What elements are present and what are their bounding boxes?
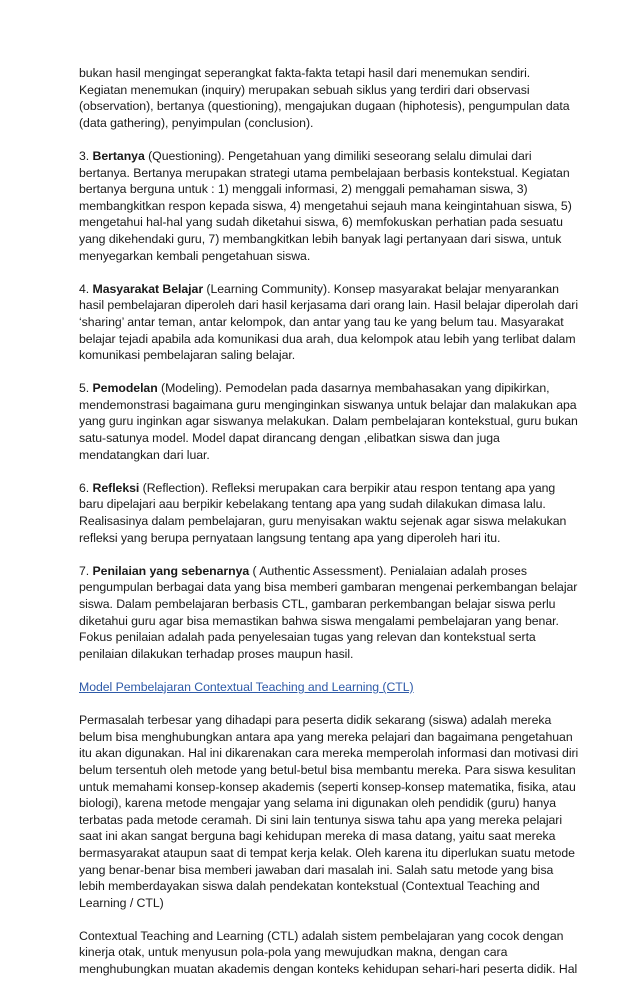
paragraph-text: Contextual Teaching and Learning (CTL) adalah sistem pembelajaran yang cocok dengan kinerja otak, untuk menyusun pola-pola yang mewujudkan makna, dengan cara menghubungkan muatan akademis dengan konteks kehidupan sehari-hari peserta didik. Hal	[79, 928, 578, 977]
paragraph-intro	[79, 65, 579, 131]
item-heading: Refleksi	[92, 480, 140, 495]
item-number: 7.	[79, 563, 93, 578]
item-heading: Pemodelan	[92, 381, 158, 396]
document-page	[79, 65, 579, 994]
paragraph-ctl-definition	[79, 928, 579, 978]
paragraph-text: (Modeling). Pemodelan pada dasarnya membahasakan yang dipikirkan, mendemonstrasi bagaimana guru menginginkan siswanya untuk belajar dan malakukan apa yang guru inginkan agar siswanya melakukan. Dalam pembelajaran kontekstual, guru bukan satu-satunya model. Model dapat dirancang dengan ,elibatkan siswa dan juga mendatangkan dari luar.	[79, 381, 578, 462]
paragraph-pemodelan	[79, 380, 579, 463]
item-number: 4.	[79, 281, 93, 296]
paragraph-permasalahan	[79, 712, 579, 911]
paragraph-text: ( Authentic Assessment). Penialaian adalah proses pengumpulan berbagai data yang bisa memberi gambaran mengenai perkembangan belajar siswa. Dalam pembelajaran berbasis CTL, gambaran perkembangan belajar siswa perlu diketahui guru agar bisa memastikan bahwa siswa mengalami pembelajaran yang benar. Fokus penilaian adalah pada penyelesaian tugas yang relevan dan kontekstual serta penilaian dilakukan terhadap proses maupun hasil.	[79, 563, 578, 661]
paragraph-text: (Reflection). Refleksi merupakan cara berpikir atau respon tentang apa yang baru dipelajari aau berpikir kebelakang tentang apa yang sudah dilakukan dimasa lalu. Realisasinya dalam pembelajaran, guru menyisakan waktu sejenak agar siswa melakukan refleksi yang berupa pernyataan langsung tentang apa yang diperoleh hari itu.	[79, 480, 567, 545]
paragraph-masyarakat-belajar	[79, 281, 579, 364]
item-heading: Bertanya	[92, 148, 145, 163]
paragraph-refleksi	[79, 480, 579, 546]
item-number: 5.	[79, 381, 93, 396]
paragraph-penilaian	[79, 563, 579, 663]
item-heading: Penilaian yang sebenarnya	[92, 563, 250, 578]
paragraph-text: (Learning Community). Konsep masyarakat belajar menyarankan hasil pembelajaran diperoleh dari hasil kerjasama dari orang lain. Hasil belajar diperolah dari ‘sharing’ antar teman, antar kelompok, dan antar yang tau ke yang belum tau. Masyarakat belajar tejadi apabila ada komunikasi dua arah, dua kelompok atau lebih yang terlibat dalam komunikasi pembelajaran saling belajar.	[79, 281, 579, 363]
ctl-model-link[interactable]: Model Pembelajaran Contextual Teaching and Learning (CTL)	[79, 679, 414, 694]
item-heading: Masyarakat Belajar	[92, 281, 204, 296]
item-number: 3.	[79, 148, 93, 163]
paragraph-bertanya	[79, 148, 579, 264]
paragraph-text: (Questioning). Pengetahuan yang dimiliki seseorang selalu dimulai dari bertanya. Bertanya merupakan strategi utama pembelajaan berbasis kontekstual. Kegiatan bertanya berguna untuk : 1) menggali informasi, 2) menggali pemahaman siswa, 3) membangkitkan respon kepada siswa, 4) mengetahui sejauh mana keingintahuan siswa, 5) mengetahui hal-hal yang sudah diketahui siswa, 6) memfokuskan perhatian pada sesuatu yang dikehendaki guru, 7) membangkitkan lebih banyak lagi pertanyaan dari siswa, untuk menyegarkan kembali pengetahuan siswa.	[79, 148, 572, 263]
paragraph-text: Permasalah terbesar yang dihadapi para peserta didik sekarang (siswa) adalah mereka belum bisa menghubungkan antara apa yang mereka pelajari dan bagaimana pengetahuan itu akan digunakan. Hal ini dikarenakan cara mereka memperolah informasi dan motivasi diri belum tersentuh oleh metode yang betul-betul bisa membantu mereka. Para siswa kesulitan untuk memahami konsep-konsep akademis (seperti konsep-konsep matematika, fisika, atau biologi), karena metode mengajar yang selama ini digunakan oleh pendidik (guru) hanya terbatas pada metode ceramah. Di sini lain tentunya siswa tahu apa yang mereka pelajari saat ini akan sangat berguna bagi kehidupan mereka di masa datang, yaitu saat mereka bermasyarakat ataupun saat di tempat kerja kelak. Oleh karena itu diperlukan suatu metode yang benar-benar bisa memberi jawaban dari masalah ini. Salah satu metode yang bisa lebih memberdayakan siswa dalah pendekatan kontekstual (Contextual Teaching and Learning / CTL)	[79, 713, 579, 910]
paragraph-link	[79, 679, 579, 696]
item-number: 6.	[79, 480, 93, 495]
paragraph-text: bukan hasil mengingat seperangkat fakta-fakta tetapi hasil dari menemukan sendiri. Kegiatan menemukan (inquiry) merupakan sebuah siklus yang terdiri dari observasi (observation), bertanya (questioning), mengajukan dugaan (hiphotesis), pengumpulan data (data gathering), penyimpulan (conclusion).	[79, 66, 570, 130]
